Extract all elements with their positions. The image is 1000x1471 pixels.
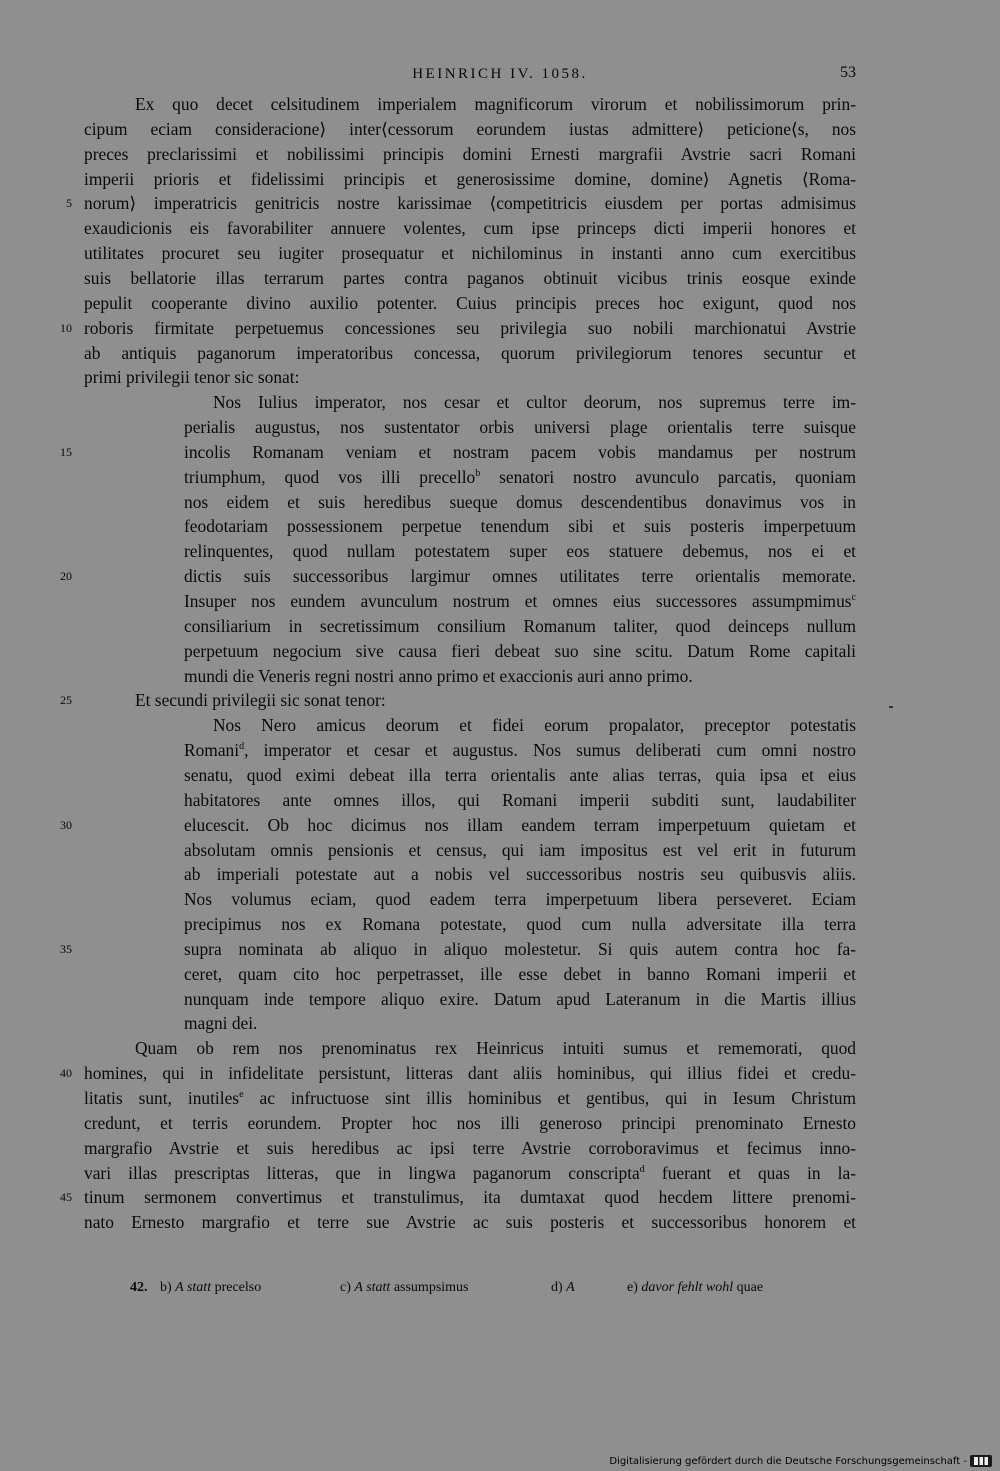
- text-line-content: Nos volumus eciam, quod eadem terra imperpetuum libera perseveret. Eciam: [184, 889, 856, 909]
- text-line: [184, 541, 856, 561]
- footnote-d-italic: A: [566, 1280, 575, 1295]
- text-line-content: primi privilegii tenor sic sonat:: [84, 367, 300, 387]
- text-line-content: perialis augustus, nos sustentator orbis universi plage orientalis terre suisque: [184, 417, 856, 437]
- text-line-content: preces preclarissimi et nobilissimi principis domini Ernesti margrafii Avstrie sacri Romani: [84, 144, 856, 164]
- text-line: [184, 641, 856, 661]
- text-line-content: nunquam inde tempore aliquo exire. Datum apud Lateranum in die Martis illius: [184, 989, 856, 1009]
- text-line-content: magni dei.: [184, 1013, 258, 1033]
- text-line-content: litatis sunt, inutiles$^e$ ac infructuose sint illis hominibus et gentibus, qui in Iesum Christum: [84, 1088, 857, 1108]
- text-line: [184, 516, 856, 536]
- line-number: 20: [60, 569, 72, 583]
- text-line: [184, 616, 856, 636]
- footnotes: [0, 1280, 1000, 1300]
- line-number: 25: [60, 693, 72, 707]
- text-line-content: senatu, quod eximi debeat illa terra orientalis ante alias terras, quia ipsa et eius: [184, 765, 856, 785]
- text-line: [184, 467, 856, 487]
- footnote-d: [551, 1280, 575, 1296]
- text-line: [84, 1163, 856, 1183]
- text-line: [84, 119, 856, 139]
- text-line-content: habitatores ante omnes illos, qui Romani imperii subditi sunt, laudabiliter: [184, 790, 856, 810]
- text-line: [135, 690, 386, 710]
- text-line: [184, 914, 856, 934]
- text-line: [135, 1038, 856, 1058]
- footnote-b: [160, 1280, 261, 1296]
- text-line-content: perpetuum negocium sive causa fieri debeat suo sine scitu. Datum Rome capitali: [184, 641, 856, 661]
- text-line-content: utilitates procuret seu iugiter prosequatur et nichilominus in instanti anno cum exercitibus: [84, 243, 856, 263]
- footnote-b-key: b): [160, 1280, 172, 1295]
- text-line-content: Et secundi privilegii sic sonat tenor:: [135, 690, 386, 710]
- footnote-d-key: d): [551, 1280, 563, 1295]
- footnote-c-italic: A statt: [354, 1280, 391, 1295]
- text-line-content: absolutam omnis pensionis et census, qui iam impositus est vel erit in futurum: [184, 840, 856, 860]
- text-line: [84, 1063, 856, 1083]
- text-line: [84, 1212, 856, 1232]
- text-line-content: tinum sermonem convertimus et transtulimus, ita dumtaxat quod hecdem littere prenomi-: [84, 1187, 856, 1207]
- margin-mark: [889, 706, 893, 708]
- footnote-number: 42.: [130, 1280, 148, 1295]
- text-line: [184, 740, 856, 760]
- text-line-content: margrafio Avstrie et suis heredibus ac ipsi terre Avstrie corroboravimus et fecimus inno-: [84, 1138, 856, 1158]
- text-line: [84, 1113, 856, 1133]
- text-line: [84, 169, 856, 189]
- text-line: [184, 864, 856, 884]
- text-line: [135, 94, 856, 114]
- text-line-content: Quam ob rem nos prenominatus rex Heinricus intuiti sumus et rememorati, quod: [135, 1038, 856, 1058]
- text-line-content: credunt, et terris eorundem. Propter hoc nos illi generoso principi prenominato Ernesto: [84, 1113, 856, 1133]
- text-line-content: consiliarium in secretissimum consilium Romanum taliter, quod deinceps nullum: [184, 616, 856, 636]
- text-line-content: mundi die Veneris regni nostri anno primo et exaccionis auri anno primo.: [184, 666, 693, 686]
- text-line-content: Ex quo decet celsitudinem imperialem magnificorum virorum et nobilissimorum prin-: [135, 94, 856, 114]
- footnote-e-italic: davor fehlt wohl: [641, 1280, 734, 1295]
- text-line-content: Nos Iulius imperator, nos cesar et cultor deorum, nos supremus terre im-: [213, 392, 856, 412]
- text-line-content: triumphum, quod vos illi precello$^b$ senatori nostro avunculo parcatis, quoniam: [184, 467, 857, 487]
- text-line-content: imperii prioris et fidelissimi principis et generosissime domine, domine⟩ Agnetis ⟨Roma-: [84, 169, 856, 189]
- text-line: [84, 144, 856, 164]
- text-line-content: dictis suis successoribus largimur omnes utilitates terre orientalis memorate.: [184, 566, 856, 586]
- text-line: [184, 591, 856, 611]
- footnote-c-key: c): [340, 1280, 351, 1295]
- line-number: 5: [66, 196, 72, 210]
- text-line: [184, 964, 856, 984]
- text-line-content: feodotariam possessionem perpetue tenendum sibi et suis posteris imperpetuum: [184, 516, 856, 536]
- text-line: [184, 442, 856, 462]
- footnote-b-italic: A statt: [175, 1280, 212, 1295]
- credit-text: Digitalisierung gefördert durch die Deutsche Forschungsgemeinschaft -: [609, 1455, 967, 1467]
- text-line: [184, 790, 856, 810]
- line-number: 15: [60, 445, 72, 459]
- text-line: [84, 218, 856, 238]
- text-line: [184, 1013, 257, 1033]
- text-line: [84, 343, 856, 363]
- text-line-content: Insuper nos eundem avunculum nostrum et omnes eius successores assumpmimus$^c$: [184, 591, 856, 611]
- text-line: [84, 243, 856, 263]
- text-line: [184, 889, 856, 909]
- text-line-content: norum⟩ imperatricis genitricis nostre karissimae ⟨competitricis eiusdem per portas admisimus: [84, 193, 856, 213]
- line-number: 10: [60, 321, 72, 335]
- text-line: [184, 566, 856, 586]
- text-line: [213, 392, 856, 412]
- text-line: [184, 840, 856, 860]
- text-line: [84, 268, 856, 288]
- footnote-c: [340, 1280, 469, 1296]
- footnote-e: [627, 1280, 763, 1296]
- text-line-content: incolis Romanam veniam et nostram pacem vobis mandamus per nostrum: [184, 442, 856, 462]
- footnote-e-text: quae: [736, 1280, 764, 1295]
- text-line: [184, 765, 856, 785]
- line-number: 30: [60, 818, 72, 832]
- text-line-content: pepulit cooperante divino auxilio potenter. Cuius principis preces hoc exigunt, quod nos: [84, 293, 856, 313]
- text-line: [84, 1138, 856, 1158]
- dfg-logo-icon: [970, 1455, 992, 1467]
- text-line-content: ab antiquis paganorum imperatoribus concessa, quorum privilegiorum tenores secuntur et: [84, 343, 856, 363]
- text-line-content: suis bellatorie illas terrarum partes contra paganos obtinuit vicibus trinis eosque exinde: [84, 268, 856, 288]
- text-line: [184, 666, 693, 686]
- text-line-content: roboris firmitate perpetuemus concessiones seu privilegia suo nobili marchionatui Avstrie: [84, 318, 856, 338]
- text-line: [184, 815, 856, 835]
- text-line: [184, 939, 856, 959]
- line-number: 35: [60, 942, 72, 956]
- text-line-content: ab imperiali potestate aut a nobis vel successoribus nostris seu quibusvis aliis.: [184, 864, 856, 884]
- text-line-content: vari illas prescriptas litteras, que in lingwa paganorum conscripta$^d$ fuerant et quas in la-: [84, 1163, 857, 1183]
- text-line: [84, 367, 299, 387]
- text-line: [184, 492, 856, 512]
- text-line-content: ceret, quam cito hoc perpetrasset, ille esse debet in banno Romani imperii et: [184, 964, 856, 984]
- text-line: [84, 293, 856, 313]
- line-number: 40: [60, 1066, 72, 1080]
- line-number: 45: [60, 1190, 72, 1204]
- text-line-content: cipum eciam consideracione⟩ inter⟨cessorum eorundem iustas admittere⟩ peticione⟨s, nos: [84, 119, 856, 139]
- text-line: [184, 989, 856, 1009]
- text-line: [184, 417, 856, 437]
- footnote-e-key: e): [627, 1280, 638, 1295]
- text-line-content: precipimus nos ex Romana potestate, quod cum nulla adversitate illa terra: [184, 914, 856, 934]
- text-line-content: exaudicionis eis favorabiliter annuere volentes, cum ipse princeps dicti imperii honores et: [84, 218, 856, 238]
- text-line-content: nato Ernesto margrafio et terre sue Avstrie ac suis posteris et successoribus honorem et: [84, 1212, 856, 1232]
- text-line: [84, 193, 856, 213]
- text-line-content: supra nominata ab aliquo in aliquo molestetur. Si quis autem contra hoc fa-: [184, 939, 856, 959]
- text-line: [84, 1088, 856, 1108]
- footnote-b-text: precelso: [214, 1280, 262, 1295]
- page-number: 53: [840, 64, 856, 81]
- text-line: [213, 715, 856, 735]
- text-line: [84, 1187, 856, 1207]
- running-header: HEINRICH IV. 1058.: [412, 66, 588, 82]
- text-line-content: Romani$^d$, imperator et cesar et augustus. Nos sumus deliberati cum omni nostro: [184, 740, 856, 760]
- text-line-content: homines, qui in infidelitate persistunt, litteras dant aliis hominibus, qui illius fidei et credu-: [84, 1063, 856, 1083]
- digitization-credit: [609, 1454, 992, 1468]
- text-line-content: relinquentes, quod nullam potestatem super eos statuere debemus, nos ei et: [184, 541, 856, 561]
- text-line: [84, 318, 856, 338]
- text-line-content: nos eidem et suis heredibus sueque domus descendentibus donavimus vos in: [184, 492, 856, 512]
- text-line-content: Nos Nero amicus deorum et fidei eorum propalator, preceptor potestatis: [213, 715, 856, 735]
- text-line-content: elucescit. Ob hoc dicimus nos illam eandem terram imperpetuum quietam et: [184, 815, 856, 835]
- footnote-c-text: assumpsimus: [393, 1280, 469, 1295]
